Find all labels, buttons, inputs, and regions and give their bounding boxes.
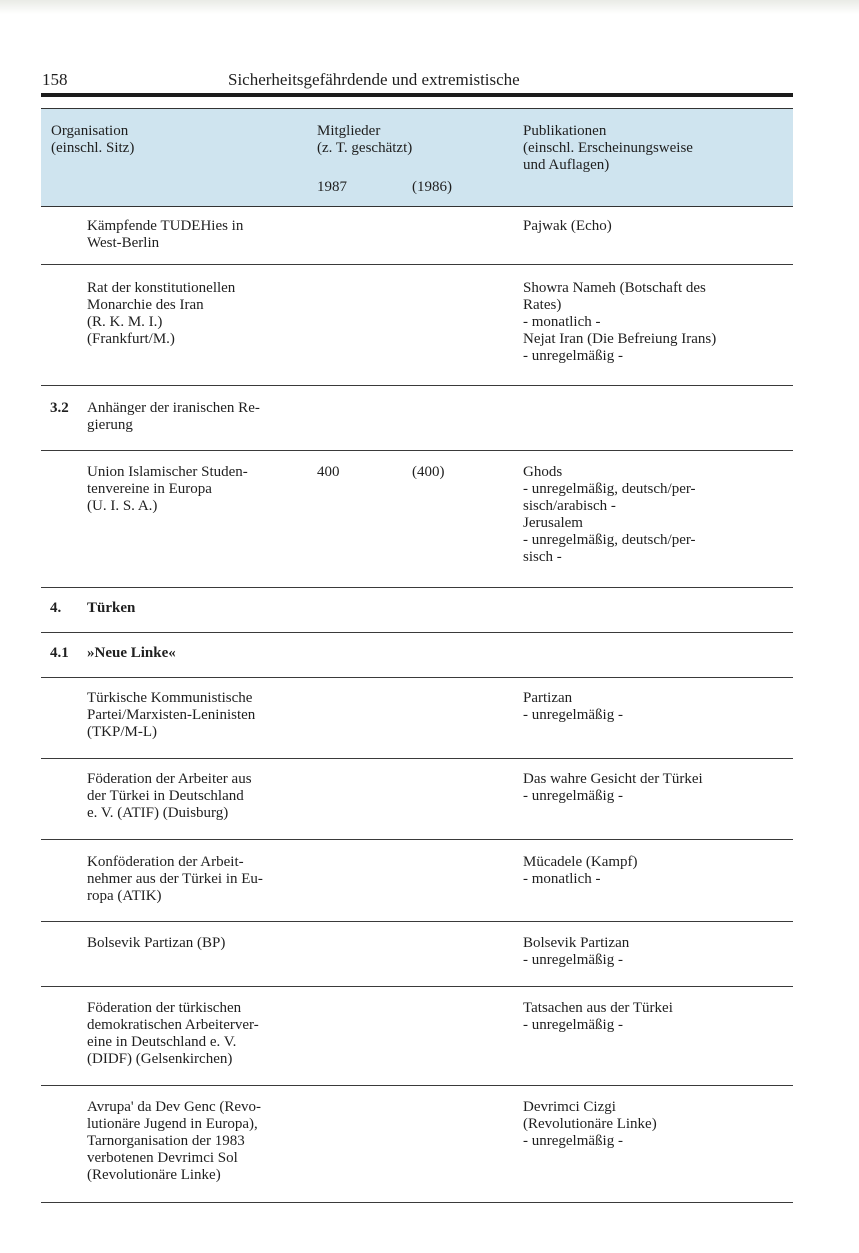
section-number: 4.: [50, 600, 62, 616]
row-organisation: Rat der konstitutionellen Monarchie des Iran (R. K. M. I.) (Frankfurt/M.): [87, 280, 236, 347]
section-heading: »Neue Linke«: [87, 645, 176, 661]
row-divider: [41, 1085, 793, 1086]
row-members-1987: 400: [317, 464, 340, 480]
header-year-1987: 1987: [317, 179, 347, 195]
header-rule: [41, 93, 793, 97]
row-divider: [41, 385, 793, 386]
table-header: [41, 108, 793, 207]
running-title: Sicherheitsgefährdende und extremistische: [228, 70, 520, 89]
row-publikationen: Pajwak (Echo): [523, 218, 612, 234]
row-organisation: Union Islamischer Studen- tenvereine in Europa (U. I. S. A.): [87, 464, 248, 514]
header-publikationen: Publikationen (einschl. Erscheinungsweise und Auflagen): [523, 123, 693, 173]
scan-edge-shade: [0, 0, 859, 14]
header-year-1986: (1986): [412, 179, 452, 195]
row-organisation: Konföderation der Arbeit- nehmer aus der Türkei in Eu- ropa (ATIK): [87, 854, 263, 904]
row-divider: [41, 450, 793, 451]
row-publikationen: Das wahre Gesicht der Türkei - unregelmäßig -: [523, 771, 703, 804]
row-divider: [41, 921, 793, 922]
row-publikationen: Mücadele (Kampf) - monatlich -: [523, 854, 638, 887]
row-publikationen: Partizan - unregelmäßig -: [523, 690, 623, 723]
row-divider: [41, 677, 793, 678]
row-organisation: Bolsevik Partizan (BP): [87, 935, 226, 951]
row-divider: [41, 632, 793, 633]
row-organisation: Föderation der türkischen demokratischen Arbeiterver- eine in Deutschland e. V. (DIDF) (Gelsenkirchen): [87, 1000, 259, 1067]
row-publikationen: Showra Nameh (Botschaft des Rates) - monatlich - Nejat Iran (Die Befreiung Irans) - unregelmäßig -: [523, 280, 717, 364]
row-organisation: Türkische Kommunistische Partei/Marxisten-Leninisten (TKP/M-L): [87, 690, 256, 740]
row-organisation: Avrupa' da Dev Genc (Revo- lutionäre Jugend in Europa), Tarnorganisation der 1983 verbotenen Devrimci Sol (Revolutionäre Linke): [87, 1099, 262, 1183]
row-divider: [41, 986, 793, 987]
row-divider: [41, 839, 793, 840]
header-mitglieder: Mitglieder (z. T. geschätzt): [317, 123, 413, 156]
row-organisation: Kämpfende TUDEHies in West-Berlin: [87, 218, 244, 251]
row-publikationen: Devrimci Cizgi (Revolutionäre Linke) - unregelmäßig -: [523, 1099, 657, 1149]
section-heading: Türken: [87, 600, 136, 616]
section-number: 4.1: [50, 645, 69, 661]
row-divider: [41, 758, 793, 759]
section-heading: Anhänger der iranischen Re- gierung: [87, 400, 260, 433]
row-members-1986: (400): [412, 464, 445, 480]
row-publikationen: Ghods - unregelmäßig, deutsch/per- sisch/arabisch - Jerusalem - unregelmäßig, deutsch/per- sisch -: [523, 464, 696, 565]
row-publikationen: Tatsachen aus der Türkei - unregelmäßig -: [523, 1000, 673, 1033]
row-divider: [41, 264, 793, 265]
row-divider: [41, 1202, 793, 1203]
row-organisation: Föderation der Arbeiter aus der Türkei in Deutschland e. V. (ATIF) (Duisburg): [87, 771, 252, 821]
row-publikationen: Bolsevik Partizan - unregelmäßig -: [523, 935, 630, 968]
page-number: 158: [42, 70, 68, 89]
row-divider: [41, 587, 793, 588]
header-organisation: Organisation (einschl. Sitz): [51, 123, 135, 156]
section-number: 3.2: [50, 400, 69, 416]
